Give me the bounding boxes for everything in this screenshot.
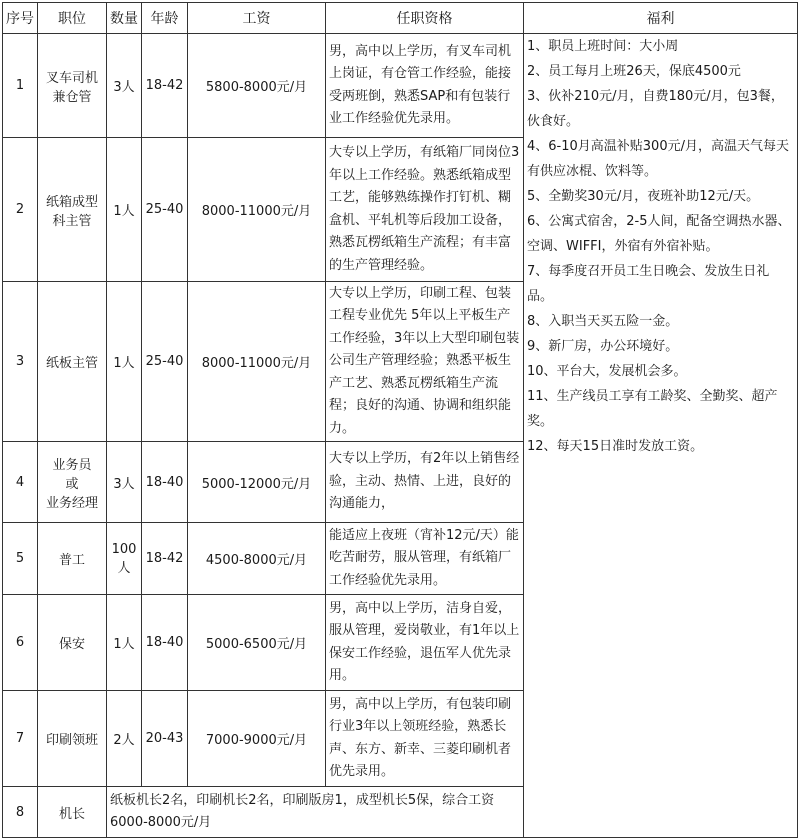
row-position <box>38 691 107 787</box>
welfare-item: 5、全勤奖30元/月，夜班补助12元/天。 <box>527 189 760 204</box>
header-welfare: 福利 <box>524 3 798 34</box>
row-salary: 5800-8000元/月 <box>188 34 326 138</box>
row-count: 3人 <box>107 442 142 523</box>
row-no: 2 <box>3 138 38 282</box>
row-position <box>38 523 107 595</box>
row-no: 3 <box>3 282 38 442</box>
row-count: 3人 <box>107 34 142 138</box>
row-age: 18-40 <box>142 442 188 523</box>
position-line: 印刷领班 <box>45 733 98 748</box>
row-qualification: 男，高中以上学历，洁身自爱，服从管理，爱岗敬业，有1年以上保安工作经验，退伍军人优先录用。 <box>326 595 524 691</box>
welfare-item: 9、新厂房，办公环境好。 <box>527 339 679 354</box>
row-salary: 4500-8000元/月 <box>188 523 326 595</box>
position-line: 保安 <box>58 637 85 652</box>
row-note: 纸板机长2名，印刷机长2名，印刷版房1，成型机长5保，综合工资6000-8000元/月 <box>107 787 524 838</box>
welfare-item: 3、伙补210元/月，自费180元/月，包3餐，伙食好。 <box>527 89 784 129</box>
row-no: 4 <box>3 442 38 523</box>
row-position <box>38 595 107 691</box>
row-count: 100人 <box>107 523 142 595</box>
row-position <box>38 138 107 282</box>
position-line: 纸板主管 <box>45 356 98 371</box>
position-line: 业务经理 <box>45 495 98 511</box>
welfare-item: 2、员工每月上班26天，保底4500元 <box>527 64 741 79</box>
row-position: 机长 <box>38 787 107 838</box>
position-line: 叉车司机 <box>45 70 98 86</box>
position-line: 或 <box>65 476 79 492</box>
row-age: 18-42 <box>142 523 188 595</box>
row-qualification: 大专以上学历，有2年以上销售经验，主动、热情、上进，良好的沟通能力， <box>326 442 524 523</box>
header-row <box>3 3 798 34</box>
row-age: 18-42 <box>142 34 188 138</box>
row-salary: 8000-11000元/月 <box>188 282 326 442</box>
job-table <box>2 2 798 838</box>
row-age: 20-43 <box>142 691 188 787</box>
row-age: 18-40 <box>142 595 188 691</box>
welfare-item: 4、6-10月高温补贴300元/月，高温天气每天有供应冰棍、饮料等。 <box>527 139 789 179</box>
position-line: 纸箱成型 <box>45 194 98 210</box>
row-salary: 5000-12000元/月 <box>188 442 326 523</box>
row-position <box>38 282 107 442</box>
header-no: 序号 <box>3 3 38 34</box>
row-no: 1 <box>3 34 38 138</box>
header-qualification: 任职资格 <box>326 3 524 34</box>
welfare-item: 12、每天15日准时发放工资。 <box>527 439 704 454</box>
table-row <box>3 34 798 138</box>
header-age: 年龄 <box>142 3 188 34</box>
row-qualification: 大专以上学历，有纸箱厂同岗位3年以上工作经验。熟悉纸箱成型工艺，能够熟练操作打钉机、糊盒机、平轧机等后段加工设备，熟悉瓦楞纸箱生产流程；有丰富的生产管理经验。 <box>326 138 524 282</box>
row-salary: 8000-11000元/月 <box>188 138 326 282</box>
position-line: 普工 <box>58 553 85 568</box>
row-count: 1人 <box>107 282 142 442</box>
row-count: 1人 <box>107 138 142 282</box>
row-age: 25-40 <box>142 138 188 282</box>
row-no: 6 <box>3 595 38 691</box>
welfare-item: 7、每季度召开员工生日晚会、发放生日礼品。 <box>527 264 770 304</box>
welfare-item: 1、职员上班时间：大小周 <box>527 39 679 54</box>
header-position: 职位 <box>38 3 107 34</box>
welfare-item: 8、入职当天买五险一金。 <box>527 314 679 329</box>
position-line: 业务员 <box>52 457 92 473</box>
row-qualification: 能适应上夜班（宵补12元/天）能吃苦耐劳，服从管理，有纸箱厂工作经验优先录用。 <box>326 523 524 595</box>
row-no: 5 <box>3 523 38 595</box>
row-count: 2人 <box>107 691 142 787</box>
welfare-item: 11、生产线员工享有工龄奖、全勤奖、超产奖。 <box>527 389 778 429</box>
row-no: 7 <box>3 691 38 787</box>
welfare-item: 10、平台大，发展机会多。 <box>527 364 687 379</box>
position-line: 兼仓管 <box>52 89 92 105</box>
welfare-item: 6、公寓式宿舍，2-5人间，配备空调热水器、空调、WIFFI，外宿有外宿补贴。 <box>527 214 791 254</box>
row-qualification: 男，高中以上学历，有叉车司机上岗证，有仓管工作经验，能接受两班倒，熟悉SAP和有包装行业工作经验优先录用。 <box>326 34 524 138</box>
row-position <box>38 442 107 523</box>
row-qualification: 大专以上学历，印刷工程、包装工程专业优先 5年以上平板生产工作经验，3年以上大型印刷包装公司生产管理经验；熟悉平板生产工艺、熟悉瓦楞纸箱生产流程；良好的沟通、协调和组织能力。 <box>326 282 524 442</box>
row-position <box>38 34 107 138</box>
header-salary: 工资 <box>188 3 326 34</box>
header-count: 数量 <box>107 3 142 34</box>
row-count: 1人 <box>107 595 142 691</box>
row-qualification: 男，高中以上学历，有包装印刷行业3年以上领班经验，熟悉长声、东方、新幸、三菱印刷机者优先录用。 <box>326 691 524 787</box>
position-line: 科主管 <box>52 213 92 229</box>
row-no: 8 <box>3 787 38 838</box>
row-age: 25-40 <box>142 282 188 442</box>
row-salary: 5000-6500元/月 <box>188 595 326 691</box>
welfare-list <box>524 34 798 838</box>
row-salary: 7000-9000元/月 <box>188 691 326 787</box>
